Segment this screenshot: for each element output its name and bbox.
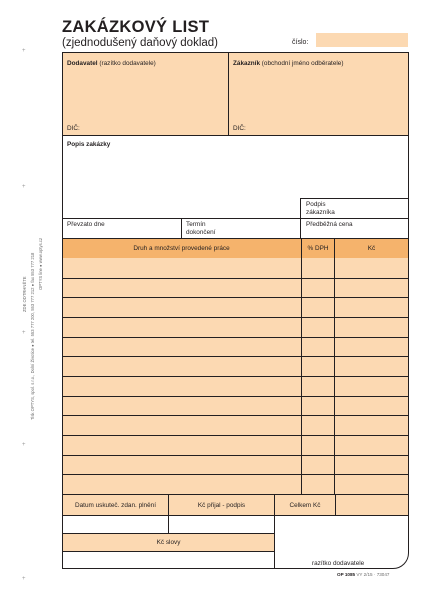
date-field[interactable] [63,516,168,533]
table-row[interactable] [63,376,408,396]
perforation-mark: + [22,184,26,190]
row-divider [62,297,409,298]
table-row[interactable] [63,396,408,416]
total-field[interactable] [336,496,408,515]
number-field[interactable] [316,33,408,47]
row-divider [62,415,409,416]
divider [300,198,409,199]
supplier-field[interactable] [63,68,228,122]
order-description-label: Popis zakázky [67,141,111,148]
table-row[interactable] [63,337,408,357]
estimated-price-label: Předběžná cena [306,221,353,228]
cut-note: ZDE ODTRHNĚTE [22,276,27,312]
divider [62,238,409,239]
form-subtitle: (zjednodušený daňový doklad) [62,37,218,49]
supplier-label-bold: Dodavatel [67,60,98,67]
table-row[interactable] [63,297,408,317]
form-title: ZAKÁZKOVÝ LIST [62,18,210,36]
publisher-text: Tisk OPTYS, spol. s r.o., Dolní Životice ● tel. 553 777 200, 553 777 212 ● fax 553 777 218 [30,252,35,420]
taken-over-date-label: Převzato dne [67,221,105,228]
total-label: Celkem Kč [289,502,321,509]
publisher-contact: OPTYS line ● www.optys.cz [38,237,43,290]
stamp-label: razítko dodavatele [312,560,365,567]
perforation-mark: + [22,330,26,336]
table-header-amount: Kč [367,245,376,252]
divider [181,218,182,238]
perforation-mark: + [22,442,26,448]
customer-signature-label: Podpis zákazníka [306,201,335,216]
order-description-field[interactable] [63,150,408,195]
table-row[interactable] [63,474,408,494]
table-row[interactable] [63,415,408,435]
table-header-vat: % DPH [307,245,329,252]
row-divider [62,337,409,338]
customer-field[interactable] [229,68,408,122]
table-row[interactable] [63,435,408,455]
customer-label [233,60,344,68]
amount-in-words-field[interactable] [63,552,274,568]
row-divider [62,356,409,357]
row-divider [62,317,409,318]
divider [62,218,409,219]
perforation-mark: + [22,48,26,54]
customer-dic-label: DIČ: [233,125,246,132]
table-row[interactable] [63,278,408,298]
row-divider [62,278,409,279]
print-code [337,572,389,577]
table-header-work: Druh a množství provedené práce [133,245,230,252]
received-label: Kč přijal - podpis [197,502,246,509]
row-divider [62,376,409,377]
date-label: Datum uskuteč. zdan. plnění [75,502,156,509]
table-row[interactable] [63,317,408,337]
number-label: číslo: [292,39,309,46]
table-row[interactable] [63,356,408,376]
divider [62,135,409,136]
supplier-label [67,60,156,68]
amount-in-words-label: Kč slovy [156,539,181,546]
row-divider [62,435,409,436]
completion-term-label: Termín dokončení [186,221,216,236]
print-code-id: OP 1085 [337,572,356,577]
row-divider [62,396,409,397]
customer-label-bold: Zákazník [233,60,260,67]
table-row[interactable] [63,258,408,278]
print-code-version: VY 2/15 · 73047 [356,572,390,577]
perforation-mark: + [22,576,26,582]
supplier-dic-label: DIČ: [67,125,80,132]
row-divider [62,455,409,456]
supplier-label-note: (razítko dodavatele) [99,60,156,67]
received-signature-field[interactable] [169,516,274,533]
customer-label-note: (obchodní jméno odběratele) [261,60,344,67]
table-row[interactable] [63,455,408,475]
row-divider [62,474,409,475]
stamp-field[interactable] [275,516,408,562]
